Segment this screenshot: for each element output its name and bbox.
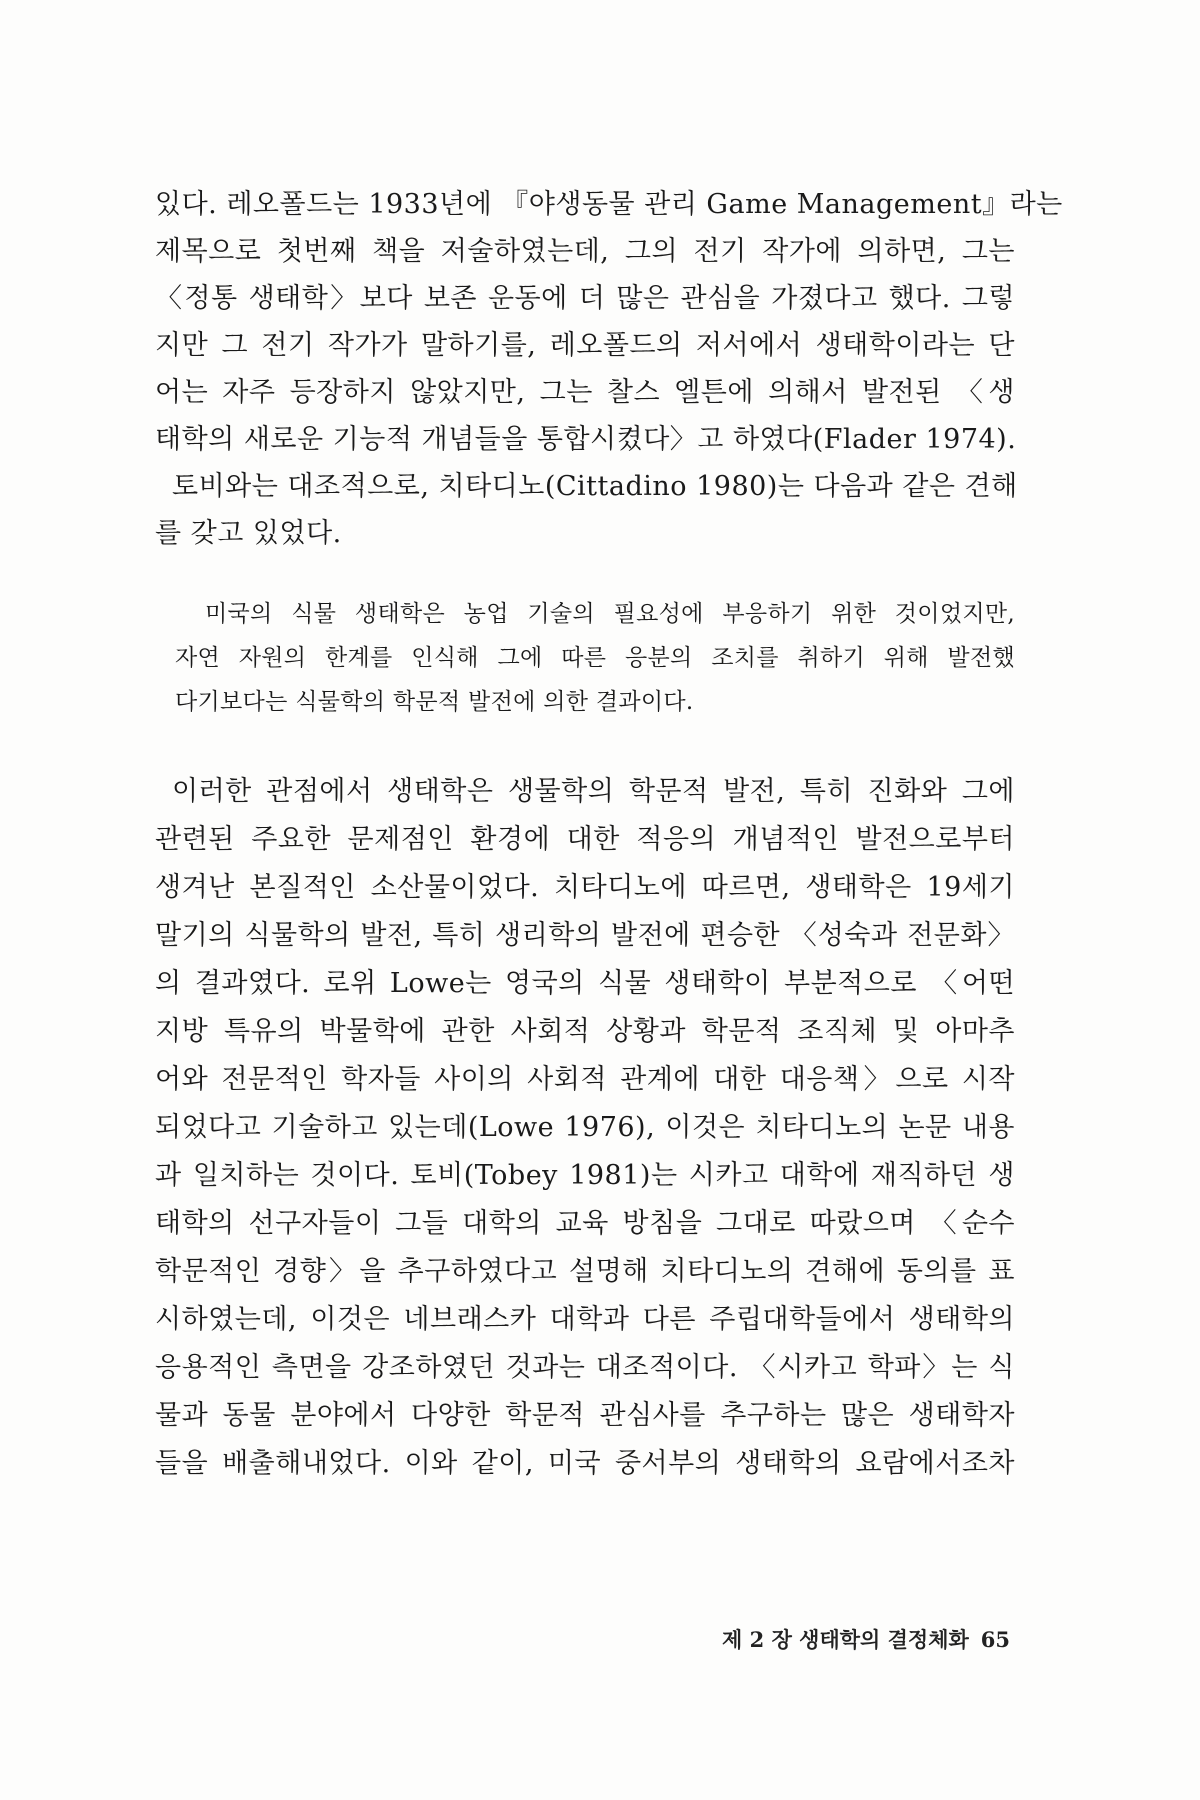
body-text-line: 어는 자주 등장하지 않았지만, 그는 찰스 엘튼에 의해서 발전된 〈생 [155,377,1015,408]
body-text-line: 를 갖고 있었다. [155,518,342,549]
body-text-line: 생겨난 본질적인 소산물이었다. 치타디노에 따르면, 생태학은 19세기 [155,872,1015,903]
body-text-line: 제목으로 첫번째 책을 저술하였는데, 그의 전기 작가에 의하면, 그는 [155,236,1015,267]
body-text-line: 되었다고 기술하고 있는데(Lowe 1976), 이것은 치타디노의 논문 내용 [155,1112,1015,1143]
body-text-line: 시하였는데, 이것은 네브래스카 대학과 다른 주립대학들에서 생태학의 [155,1304,1015,1335]
body-text-line: 있다. 레오폴드는 1933년에 『야생동물 관리 Game Management』라는 [155,189,1063,220]
body-text-line: 〈정통 생태학〉보다 보존 운동에 더 많은 관심을 가졌다고 했다. 그렇 [155,283,1015,314]
body-text-line: 물과 동물 분야에서 다양한 학문적 관심사를 추구하는 많은 생태학자 [155,1400,1015,1431]
body-text-line: 응용적인 측면을 강조하였던 것과는 대조적이다. 〈시카고 학파〉는 식 [155,1352,1015,1383]
body-text-line: 태학의 선구자들이 그들 대학의 교육 방침을 그대로 따랐으며 〈순수 [155,1208,1015,1239]
body-text-line: 의 결과였다. 로위 Lowe는 영국의 식물 생태학이 부분적으로 〈어떤 [155,968,1015,999]
body-text-line: 지방 특유의 박물학에 관한 사회적 상황과 학문적 조직체 및 아마추 [155,1016,1015,1047]
body-text-line: 어와 전문적인 학자들 사이의 사회적 관계에 대한 대응책〉으로 시작 [155,1064,1015,1095]
body-text-line: 들을 배출해내었다. 이와 같이, 미국 중서부의 생태학의 요람에서조차 [155,1448,1015,1479]
body-text-line: 토비와는 대조적으로, 치타디노(Cittadino 1980)는 다음과 같은 견해 [172,471,1018,502]
block-quote-line: 자연 자원의 한계를 인식해 그에 따른 응분의 조치를 취하기 위해 발전했 [175,645,1015,671]
page-number: 65 [980,1627,1010,1652]
body-text-line: 태학의 새로운 기능적 개념들을 통합시켰다〉고 하였다(Flader 1974). [155,424,1017,455]
body-text-line: 이러한 관점에서 생태학은 생물학의 학문적 발전, 특히 진화와 그에 [172,776,1015,807]
body-text-line: 관련된 주요한 문제점인 환경에 대한 적응의 개념적인 발전으로부터 [155,824,1015,855]
block-quote-line: 미국의 식물 생태학은 농업 기술의 필요성에 부응하기 위한 것이었지만, [205,601,1015,627]
body-text-line: 학문적인 경향〉을 추구하였다고 설명해 치타디노의 견해에 동의를 표 [155,1256,1015,1287]
body-text-line: 말기의 식물학의 발전, 특히 생리학의 발전에 편승한 〈성숙과 전문화〉 [155,920,1015,951]
page-footer [722,1625,1010,1655]
chapter-title: 제 2 장 생태학의 결정체화 [722,1627,969,1652]
body-text-line: 지만 그 전기 작가가 말하기를, 레오폴드의 저서에서 생태학이라는 단 [155,330,1015,361]
body-text-line: 과 일치하는 것이다. 토비(Tobey 1981)는 시카고 대학에 재직하던 생 [155,1160,1015,1191]
block-quote-line: 다기보다는 식물학의 학문적 발전에 의한 결과이다. [175,689,694,715]
